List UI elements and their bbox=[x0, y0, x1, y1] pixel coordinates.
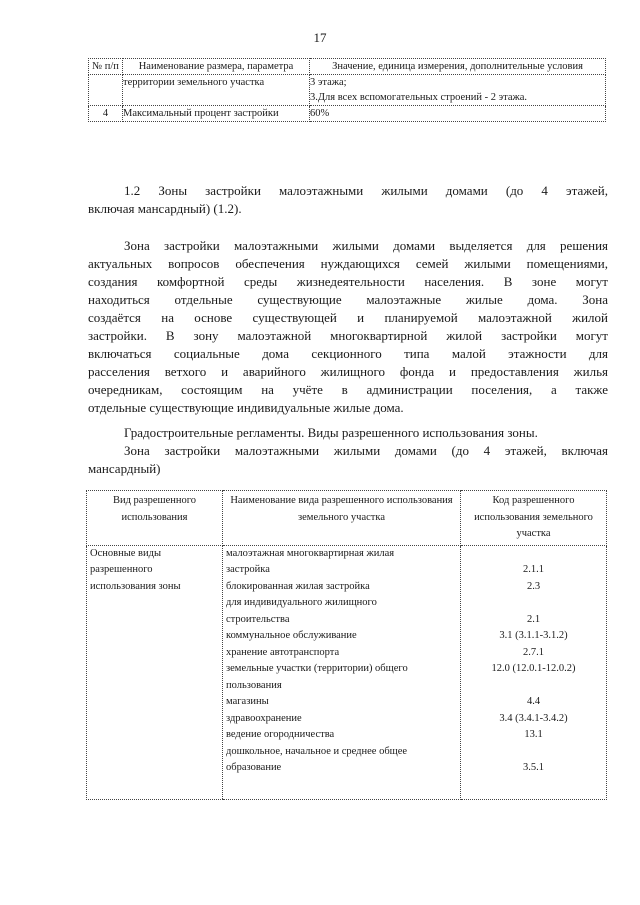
row-parameter-name: Максимальный процент застройки bbox=[123, 106, 310, 122]
paragraph-line: создания комфортной среды жизнедеятельности населения. В зоне могут bbox=[88, 274, 608, 289]
use-category: Основные виды разрешенного использования зоны bbox=[87, 545, 223, 799]
zone-description-paragraph bbox=[88, 237, 608, 417]
use-name-line: здравоохранение bbox=[226, 712, 302, 724]
use-name-line: пользования bbox=[226, 679, 282, 691]
paragraph-line: очередникам, состоящим на учёте в администрации поселения, а также bbox=[88, 382, 608, 397]
paragraph-line: находиться отдельные существующие малоэтажные жилые дома. Зона bbox=[88, 292, 608, 307]
use-code: 2.1 bbox=[526, 613, 541, 625]
page-number: 17 bbox=[313, 30, 327, 45]
paragraph-line: создаётся на основе существующей и планируемой малоэтажной жилой bbox=[88, 310, 608, 325]
use-names bbox=[223, 545, 461, 799]
paragraph-line: отдельные существующие индивидуальные жилые дома. bbox=[88, 400, 404, 415]
use-name-line: застройка bbox=[226, 564, 270, 575]
section-heading-line: включая мансардный) (1.2). bbox=[88, 201, 242, 216]
use-code: 2.7.1 bbox=[523, 646, 544, 658]
regulations-block bbox=[88, 424, 608, 478]
parameters-table-header bbox=[89, 59, 606, 75]
permitted-uses-table bbox=[86, 490, 607, 800]
row-parameter-name: территории земельного участка bbox=[123, 75, 310, 106]
use-codes bbox=[461, 545, 607, 799]
paragraph-line: застройки. В зону малоэтажной многоквартирной жилой застройки могут bbox=[88, 328, 608, 343]
use-code: 3.1 (3.1.1-3.1.2) bbox=[499, 630, 568, 641]
use-code: 2.1.1 bbox=[523, 564, 544, 575]
use-name-line: строительства bbox=[226, 613, 290, 625]
use-code: 3.5.1 bbox=[523, 762, 544, 773]
paragraph-line: включаться социальные дома секционного типа малой этажности для bbox=[88, 346, 608, 361]
use-code: 2.3 bbox=[526, 580, 541, 592]
zone-title-line: Зона застройки малоэтажными жилыми домами (до 4 этажей, включая bbox=[124, 443, 608, 458]
use-name-line: блокированная жилая застройка bbox=[226, 580, 370, 592]
use-name-line: дошкольное, начальное и среднее общее bbox=[226, 745, 408, 757]
section-heading-line: 1.2 Зоны застройки малоэтажными жилыми домами (до 4 этажей, bbox=[124, 183, 608, 198]
row-value-line: 60% bbox=[310, 108, 330, 119]
paragraph-line: актуальных вопросов обеспечения нуждающихся семей жилыми помещениями, bbox=[88, 256, 608, 271]
paragraph-line: расселения ветхого и аварийного жилищного фонда и предоставления жилья bbox=[88, 364, 608, 379]
table-row bbox=[89, 106, 606, 122]
row-value-line: 3 этажа; bbox=[310, 77, 347, 88]
regulations-title: Градостроительные регламенты. Виды разрешенного использования зоны. bbox=[124, 425, 538, 440]
use-code: 13.1 bbox=[524, 729, 543, 740]
row-value bbox=[310, 106, 606, 122]
use-name-line: малоэтажная многоквартирная жилая bbox=[226, 547, 395, 559]
use-name-line: для индивидуального жилищного bbox=[226, 597, 377, 608]
use-code: 12.0 (12.0.1-12.0.2) bbox=[491, 663, 576, 674]
parameters-table bbox=[88, 58, 606, 122]
use-code: 4.4 bbox=[526, 696, 541, 707]
use-name-line: образование bbox=[226, 762, 282, 773]
table-row bbox=[89, 75, 606, 106]
use-name-line: ведение огородничества bbox=[226, 729, 335, 740]
header-use-name: Наименование вида разрешенного использования земельного участка bbox=[223, 491, 461, 546]
row-num: 4 bbox=[89, 106, 123, 122]
header-value: Значение, единица измерения, дополнительные условия bbox=[310, 59, 606, 75]
use-code: 3.4 (3.4.1-3.4.2) bbox=[499, 712, 568, 724]
row-num bbox=[89, 75, 123, 106]
header-num: № п/п bbox=[89, 59, 123, 75]
zone-title-line: мансардный) bbox=[88, 461, 161, 476]
permitted-uses-table-header bbox=[87, 491, 607, 546]
use-name-line: магазины bbox=[226, 696, 269, 707]
header-use-kind: Вид разрешенного использования bbox=[87, 491, 223, 546]
use-name-line: хранение автотранспорта bbox=[226, 646, 340, 658]
paragraph-line: Зона застройки малоэтажными жилыми домами выделяется для решения bbox=[124, 238, 608, 253]
row-value bbox=[310, 75, 606, 106]
header-parameter-name: Наименование размера, параметра bbox=[123, 59, 310, 75]
use-name-line: земельные участки (территории) общего bbox=[226, 663, 408, 674]
section-heading bbox=[88, 182, 608, 218]
table-row bbox=[87, 545, 607, 799]
row-value-line: 3.Для всех вспомогательных строений - 2 этажа. bbox=[310, 92, 528, 103]
use-name-line: коммунальное обслуживание bbox=[226, 630, 357, 641]
header-use-code: Код разрешенного использования земельного участка bbox=[461, 491, 607, 546]
